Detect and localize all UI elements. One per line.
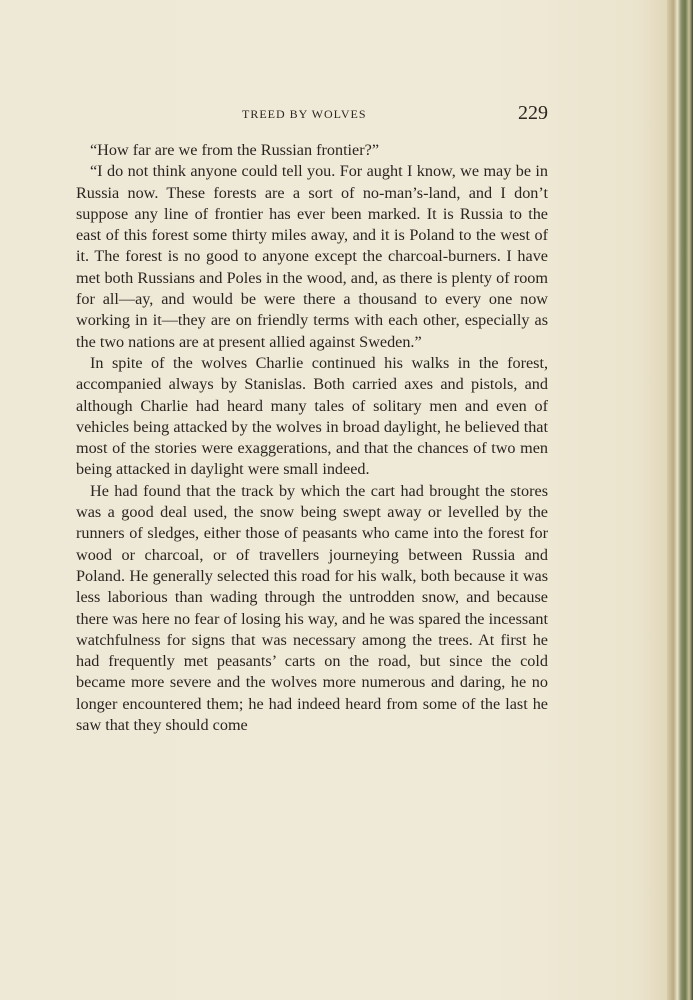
running-head: TREED BY WOLVES: [242, 107, 367, 121]
page-header: [76, 102, 548, 131]
body-text: [76, 140, 548, 736]
paragraph: “How far are we from the Russian frontier?”: [90, 141, 380, 159]
book-spine-edge: [667, 0, 693, 1000]
paragraph: “I do not think anyone could tell you. For aught I know, we may be in Russia now. These forests are a sort of no-man’s-land, and I don’t suppose any line of frontier has ever been marked. It is Russia to the east of this forest some thirty miles away, and it is Poland to the west of it. The forest is no good to anyone except the charcoal-burners. I have met both Russians and Poles in the wood, and, as there is plenty of room for all—ay, and would be were there a thousand to every one now working in it—they are on friendly terms with each other, especially as the two nations are at present allied against Sweden.”: [76, 162, 548, 351]
paragraph: He had found that the track by which the cart had brought the stores was a good deal used, the snow being swept away or levelled by the runners of sledges, either those of peasants who came into the forest for wood or charcoal, or of travellers journeying between Russia and Poland. He generally selected this road for his walk, both because it was less laborious than wading through the untrodden snow, and because there was here no fear of losing his way, and he was spared the incessant watchfulness for signs that was necessary among the trees. At first he had frequently met peasants’ carts on the road, but since the cold became more severe and the wolves more numerous and daring, he no longer encountered them; he had indeed heard from some of the last he saw that they should come: [76, 481, 548, 735]
paragraph: In spite of the wolves Charlie continued his walks in the forest, accompanied always by Stanislas. Both carried axes and pistols, and although Charlie had heard many tales of solitary men and even of vehicles being attacked by the wolves in broad daylight, he believed that most of the stories were exaggerations, and that the chances of two men being attacked in daylight were small indeed.: [76, 353, 548, 479]
page-number: 229: [518, 102, 548, 124]
